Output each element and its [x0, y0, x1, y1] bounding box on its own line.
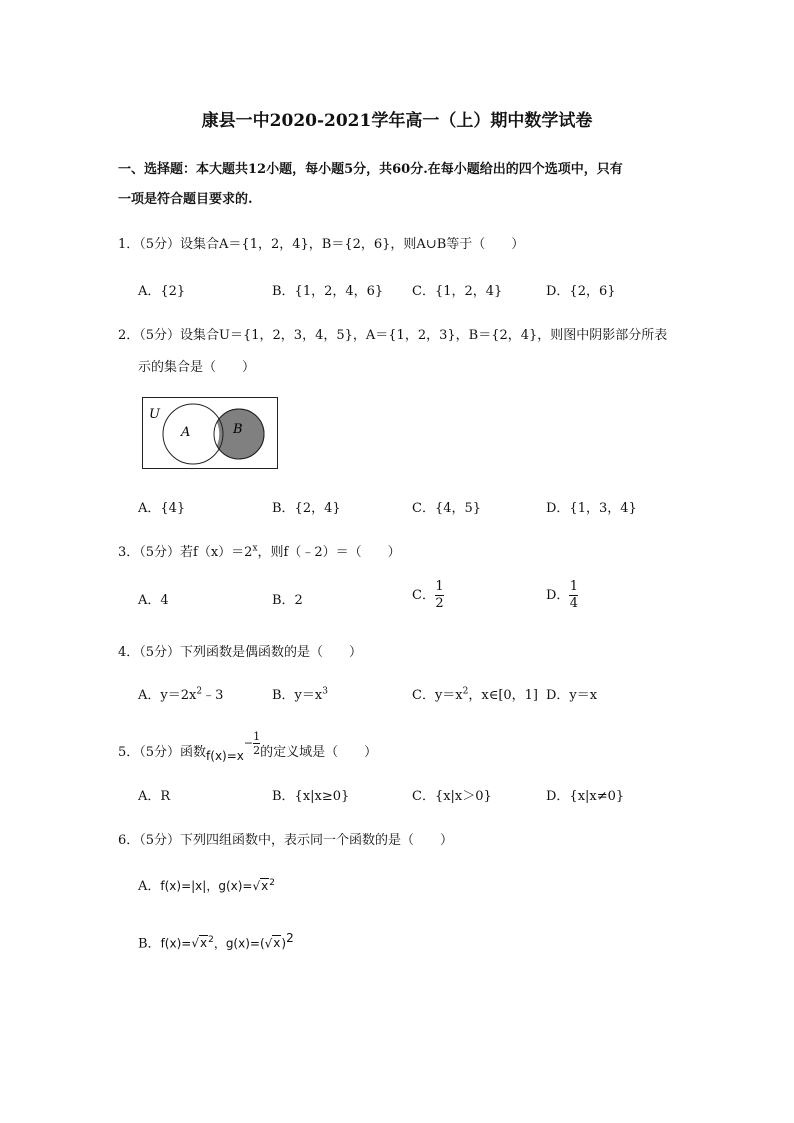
q4-c-post: ，x∈[0，1] — [468, 688, 538, 703]
q4-option-d: D．y＝x — [546, 688, 598, 703]
question-3-stem — [118, 541, 401, 560]
q1-option-c: C．{1，2，4} — [412, 284, 503, 299]
q3-option-c-label: C． — [412, 588, 435, 603]
venn-label-b: B — [233, 422, 243, 437]
q4-option-c — [412, 684, 538, 703]
q4-c-pre: C．y＝x — [412, 688, 463, 703]
q3-c-numerator: 1 — [435, 579, 444, 594]
q5-option-b: B．{x|x≥0} — [272, 789, 350, 804]
q3-exponent: x — [252, 543, 258, 554]
q2-option-d: D．{1，3，4} — [546, 501, 637, 516]
venn-label-u: U — [149, 407, 160, 422]
q3-option-a: A．4 — [138, 593, 169, 608]
q6-a-sqrt: $√x^2$ — [252, 878, 275, 893]
q6-b-radicand: x — [199, 936, 208, 951]
q4-c-sup: 2 — [462, 686, 469, 697]
venn-label-a: A — [181, 425, 191, 440]
section-heading-line1: 一、选择题：本大题共12小题，每小题5分，共60分.在每小题给出的四个选项中，只有 — [118, 162, 623, 177]
q1-option-b: B．{1，2，4，6} — [272, 284, 384, 299]
q5-option-d: D．{x|x≠0} — [546, 789, 625, 804]
q3-d-numerator: 1 — [569, 579, 579, 594]
q6-b-f: f(x)= — [160, 936, 192, 951]
question-2-stem-line2: 示的集合是（ ） — [138, 360, 256, 375]
question-2-stem-line1: 2．（5分）设集合U＝{1，2，3，4，5}，A＝{1，2，3}，B＝{2，4}，则图中阴影部分所表 — [118, 328, 668, 343]
q4-option-a — [138, 684, 223, 703]
q6-b-g: ，g(x)=( — [213, 936, 265, 951]
q5-exp-den: 2 — [253, 744, 261, 757]
q6-a-radicand: x — [261, 879, 269, 893]
q6-a-functions: f(x)=|x|，g(x)= — [160, 879, 253, 893]
q6-option-a — [138, 875, 275, 894]
q3-option-d-label: D． — [546, 588, 570, 603]
q6-option-b — [138, 931, 294, 951]
q2-option-b: B．{2，4} — [272, 501, 341, 516]
q5-stem-pre: 5．（5分）函数 — [118, 745, 207, 760]
q3-option-c — [412, 580, 444, 611]
question-4-stem: 4．（5分）下列函数是偶函数的是（ ） — [118, 645, 363, 660]
q3-option-d — [546, 580, 578, 611]
q5-exp-num: 1 — [253, 730, 261, 743]
q5-exp-sign: − — [243, 736, 254, 750]
q2-option-c: C．{4，5} — [412, 501, 482, 516]
q5-option-a: A．R — [138, 789, 171, 804]
q6-b-radicand2: x — [273, 936, 281, 951]
venn-diagram — [142, 397, 278, 469]
q5-exp-fraction — [253, 731, 260, 756]
q5-stem-post: 的定义域是（ ） — [260, 745, 378, 760]
q6-b-label: B． — [138, 936, 161, 952]
q2-option-a: A．{4} — [138, 501, 186, 516]
page-title: 康县一中2020-2021学年高一（上）期中数学试卷 — [201, 111, 593, 131]
q6-b-close: ) — [281, 936, 287, 951]
q3-option-b: B．2 — [272, 593, 303, 608]
q4-option-b — [272, 684, 328, 703]
q1-option-d: D．{2，6} — [546, 284, 616, 299]
q3-d-denominator: 4 — [569, 596, 579, 611]
q1-option-a: A．{2} — [138, 284, 186, 299]
q3-stem-pre: 3．（5分）若f（x）＝2 — [118, 545, 253, 560]
q3-c-denominator: 2 — [435, 596, 444, 611]
q4-b-pre: B．y＝x — [272, 688, 323, 703]
q5-exponent — [244, 731, 260, 756]
q3-option-c-fraction — [435, 580, 444, 611]
question-5-stem — [118, 730, 378, 766]
q4-b-sup: 3 — [322, 686, 328, 697]
q5-function: f(x)=x — [206, 749, 244, 763]
question-1-stem: 1．（5分）设集合A＝{1，2，4}，B＝{2，6}，则A∪B等于（ ） — [118, 237, 525, 252]
q6-b-sqrt2: √x — [264, 936, 281, 951]
q6-b-sup2: 2 — [286, 931, 294, 945]
q3-option-d-fraction — [569, 580, 578, 611]
q4-a-sup: 2 — [196, 686, 203, 697]
q3-stem-post: ，则f（﹣2）＝（ ） — [257, 545, 401, 560]
section-heading-line2: 一项是符合题目要求的. — [118, 192, 253, 207]
q6-b-sup: 2 — [208, 935, 214, 946]
q5-option-c: C．{x|x＞0} — [412, 789, 492, 804]
q4-a-post: ﹣3 — [202, 688, 224, 703]
q6-a-sup: 2 — [269, 878, 275, 888]
question-6-stem: 6．（5分）下列四组函数中，表示同一个函数的是（ ） — [118, 833, 454, 848]
q6-a-label: A． — [138, 879, 161, 894]
q6-b-sqrt: $√x^2$ — [191, 935, 214, 951]
q4-a-pre: A．y＝2x — [138, 688, 197, 703]
